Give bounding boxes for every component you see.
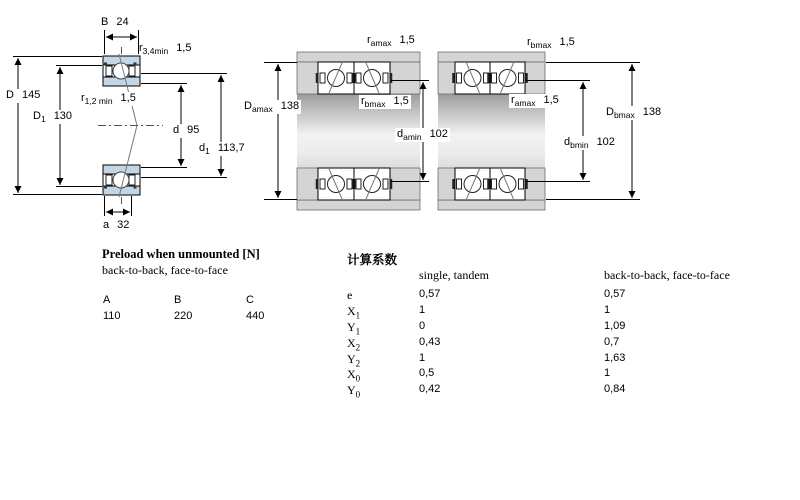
preload-col-header-b: B <box>174 294 182 306</box>
dim-d1-outer-label: $D_1$ 130 <box>33 110 73 125</box>
dim-r12-label: $r_{1,2 min}$ 1,5 <box>81 92 136 107</box>
factors-col2-header: back-to-back, face-to-face <box>604 268 730 282</box>
factor-single-value: 0,57 <box>419 288 441 300</box>
preload-subtitle: back-to-back, face-to-face <box>102 263 228 277</box>
dim-ramax-label-a: $r_{amax}$ 1,5 <box>367 34 415 49</box>
dim-dbmin-label: $d_{bmin}$ 102 <box>564 136 615 151</box>
preload-col-header-c: C <box>246 294 254 306</box>
preload-title: Preload when unmounted [N] <box>102 247 260 261</box>
factor-single-value: 0,5 <box>419 367 435 380</box>
factor-paired-value: 1 <box>604 303 611 316</box>
preload-value-a: 110 <box>103 310 121 322</box>
factors-col1-header: single, tandem <box>419 268 489 282</box>
factor-row-label: $Y_2$ <box>347 351 361 368</box>
factor-paired-value: 0,7 <box>604 335 620 348</box>
factor-row-label: $X_2$ <box>347 335 361 353</box>
factor-paired-value: 0,57 <box>604 288 626 300</box>
dim-d-outer-label: D 145 <box>6 89 41 101</box>
factor-single-value: 0,43 <box>419 335 441 348</box>
ball <box>113 172 129 188</box>
dim-bore-label: d 95 <box>173 124 200 136</box>
housing-band <box>438 52 545 62</box>
dim-ramax-label-b: $r_{amax}$ 1,5 <box>511 94 559 109</box>
factor-paired-value: 1 <box>604 367 611 380</box>
dim-b-label: B 24 <box>101 16 129 28</box>
factor-single-value: 0 <box>419 319 426 332</box>
dim-dbmax-label: $D_{bmax}$ 138 <box>606 106 662 121</box>
dim-rbmax-label-a: $r_{bmax}$ 1,5 <box>361 95 409 110</box>
dim-rbmax-label-b: $r_{bmax}$ 1,5 <box>527 36 575 51</box>
factor-paired-value: 1,09 <box>604 319 626 332</box>
factor-single-value: 1 <box>419 303 426 316</box>
dim-r34-label: $r_{3,4min}$ 1,5 <box>139 42 192 57</box>
shoulder <box>297 62 318 94</box>
shoulder <box>390 62 420 94</box>
shoulder <box>525 62 545 94</box>
factor-row-label: $X_1$ <box>347 303 361 321</box>
factor-single-value: 0,42 <box>419 383 441 396</box>
factor-row-label: $Y_0$ <box>347 383 361 400</box>
housing-band <box>297 200 420 210</box>
factors-table <box>347 268 800 399</box>
factor-paired-value: 0,84 <box>604 383 626 396</box>
factors-title: 计算系数 <box>347 253 398 267</box>
paired-arrangement-b <box>438 52 640 210</box>
housing-band <box>438 200 545 210</box>
shoulder <box>390 168 420 200</box>
ball <box>113 63 129 79</box>
factor-paired-value: 1,63 <box>604 351 626 364</box>
preload-value-b: 220 <box>174 310 193 322</box>
housing-band <box>297 52 420 62</box>
preload-value-c: 440 <box>246 310 265 322</box>
factor-row-label: $X_0$ <box>347 367 361 384</box>
shoulder <box>525 168 545 200</box>
dim-d1-inner-label: $d_1$ 113,7 <box>199 142 245 157</box>
dim-damin-label: $d_{amin}$ 102 <box>397 128 448 143</box>
preload-col-header-a: A <box>103 294 111 306</box>
factor-row-label: $Y_1$ <box>347 319 361 337</box>
factor-single-value: 1 <box>419 351 426 364</box>
factor-row-label: e <box>347 288 353 302</box>
dim-damax-label: $D_{amax}$ 138 <box>244 100 300 115</box>
factors-row-label-spacer <box>347 268 419 288</box>
dim-a-label: a 32 <box>103 219 130 231</box>
shoulder <box>297 168 318 200</box>
preload-section <box>102 247 322 327</box>
